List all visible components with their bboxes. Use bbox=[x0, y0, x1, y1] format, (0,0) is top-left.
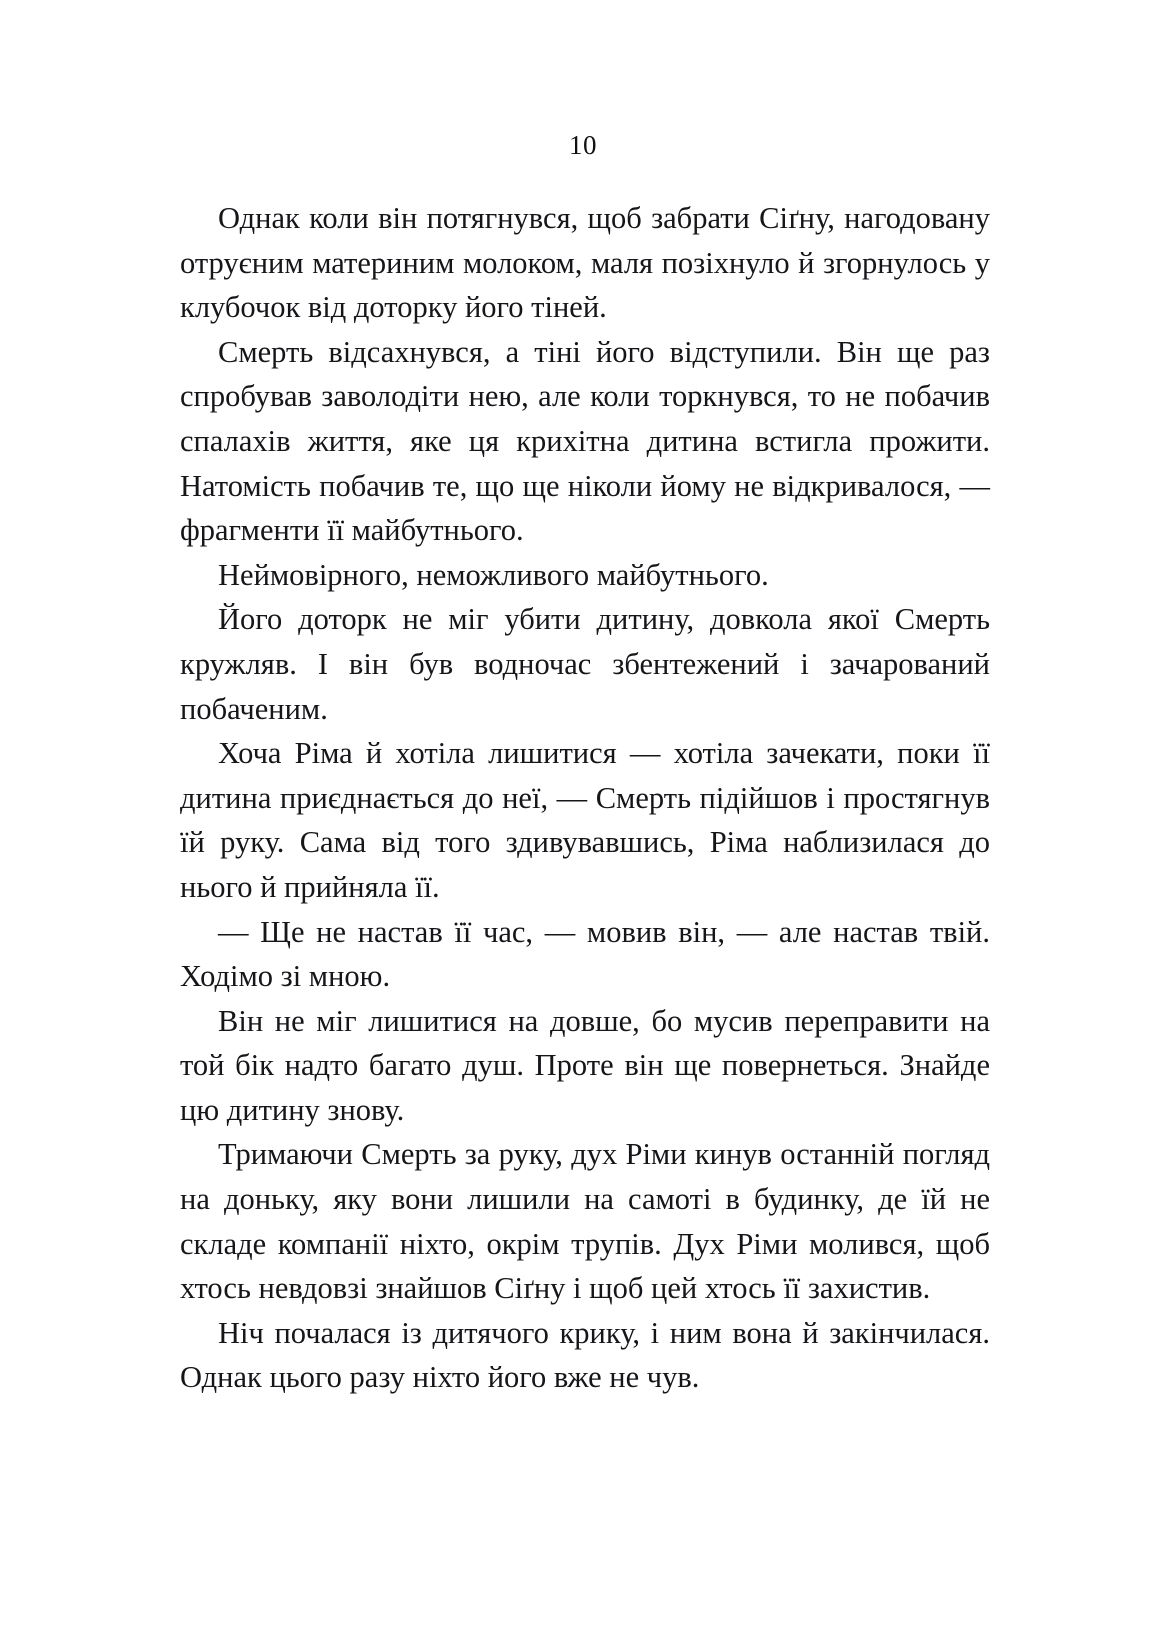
paragraph: Ніч почалася із дитячого крику, і ним вона й закінчилася. Однак цього разу ніхто його вже не чув. bbox=[180, 1315, 990, 1395]
paragraph: Смерть відсахнувся, а тіні його відступили. Він ще раз спробував заволодіти нею, але коли торкнувся, то не побачив спалахів життя, яке ця крихітна дитина встигла прожити. Натомість побачив те, що ще ніколи йому не відкривалося, — фрагменти її майбутнього. bbox=[180, 334, 990, 548]
paragraph: Тримаючи Смерть за руку, дух Ріми кинув останній погляд на доньку, яку вони лишили на самоті в будинку, де їй не складе компанії ніхто, окрім трупів. Дух Ріми молився, щоб хтось невдовзі знайшов Сіґну і щоб цей хтось її захистив. bbox=[180, 1137, 990, 1306]
paragraph: Однак коли він потягнувся, щоб забрати Сіґну, нагодовану отруєним материним молоком, маля позіхнуло й згорнулось у клубочок від доторку його тіней. bbox=[180, 201, 990, 325]
paragraph: Його доторк не міг убити дитину, довкола якої Смерть кружляв. І він був водночас збентежений і зачарований побаченим. bbox=[180, 602, 990, 726]
paragraph: Він не міг лишитися на довше, бо мусив переправити на той бік надто багато душ. Проте він ще повернеться. Знайде цю дитину знову. bbox=[180, 1003, 990, 1127]
paragraph: — Ще не настав її час, — мовив він, — але настав твій. Ходімо зі мною. bbox=[180, 914, 990, 994]
paragraph: Хоча Ріма й хотіла лишитися — хотіла зачекати, поки її дитина приєднається до неї, — Смерть підійшов і простягнув їй руку. Сама від того здивувавшись, Ріма наблизилася до нього й прийняла її. bbox=[180, 736, 990, 904]
paragraph: Неймовірного, неможливого майбутнього. bbox=[218, 557, 769, 592]
page-number: 10 bbox=[569, 130, 597, 160]
body-text-block bbox=[180, 196, 990, 1400]
